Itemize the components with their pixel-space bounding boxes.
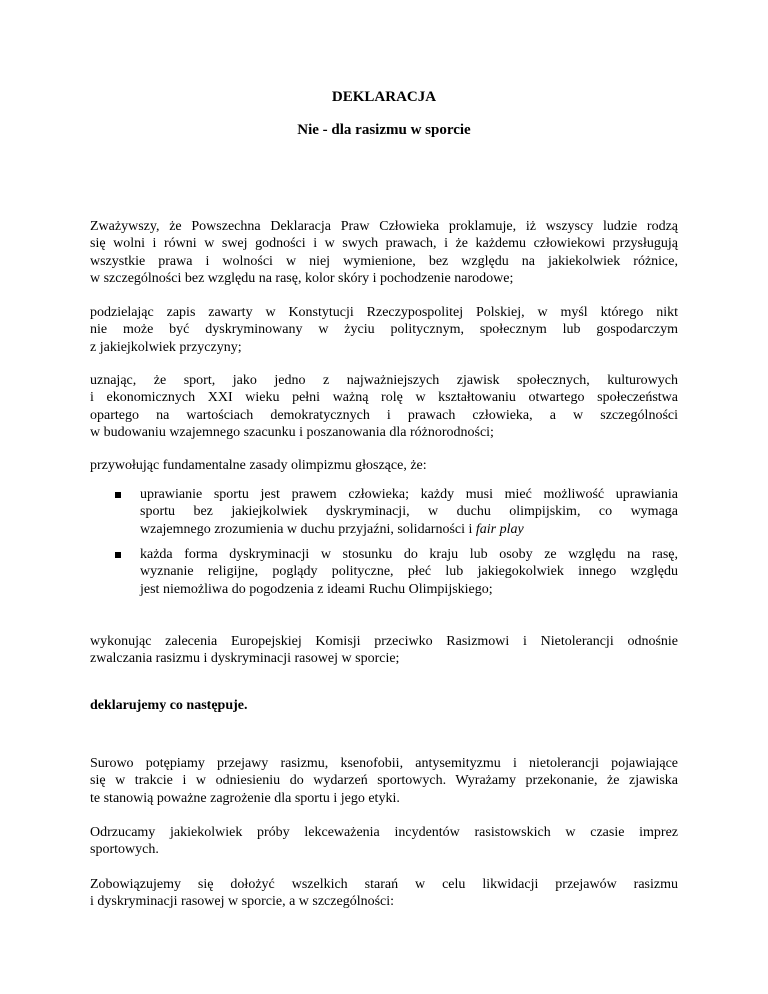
- paragraph-line: w szczególności bez względu na rasę, kolor skóry i pochodzenie narodowe;: [90, 270, 514, 286]
- paragraph-line: podzielając zapis zawarty w Konstytucji Rzeczypospolitej Polskiej, w myśl którego nikt: [90, 305, 678, 320]
- paragraph-2: [90, 304, 678, 356]
- bullet-line: uprawianie sportu jest prawem człowieka; każdy musi mieć możliwość uprawiania: [140, 487, 678, 502]
- bullet-line-last: [140, 521, 678, 538]
- bullet-square-icon: [115, 552, 121, 558]
- paragraph-8: [90, 824, 678, 859]
- paragraph-3: [90, 372, 678, 441]
- paragraph-line: te stanowią poważne zagrożenie dla sportu i jego etyki.: [90, 790, 400, 806]
- paragraph-line: Surowo potępiamy przejawy rasizmu, ksenofobii, antysemityzmu i nietolerancji pojawiające: [90, 756, 678, 771]
- document-title: DEKLARACJA: [331, 89, 437, 105]
- paragraph-line: w budowaniu wzajemnego szacunku i poszanowania dla różnorodności;: [90, 424, 494, 440]
- paragraph-line: uznając, że sport, jako jedno z najważniejszych zjawisk społecznych, kulturowych: [90, 373, 678, 388]
- paragraph-line: się w trakcie i w odniesieniu do wydarzeń sportowych. Wyrażamy przekonanie, że zjawiska: [90, 773, 678, 789]
- bullet-line: każda forma dyskryminacji w stosunku do kraju lub osoby ze względu na rasę,: [140, 547, 678, 562]
- bullet-square-icon: [115, 492, 121, 498]
- bullet-line: wyznanie religijne, poglądy polityczne, płeć lub jakiegokolwiek innego względu: [140, 564, 678, 580]
- paragraph-line: sportowych.: [90, 842, 159, 858]
- paragraph-line: nie może być dyskryminowany w życiu politycznym, społecznym lub gospodarczym: [90, 322, 678, 338]
- paragraph-line: z jakiejkolwiek przyczyny;: [90, 339, 242, 355]
- bullet-line: jest niemożliwa do pogodzenia z ideami Ruchu Olimpijskiego;: [140, 581, 493, 597]
- paragraph-line: się wolni i równi w swej godności i w swych prawach, i że każdemu człowiekowi przysługują: [90, 236, 678, 252]
- paragraph-line: wszystkie prawa i wolności w niej wymienione, bez względu na jakiekolwiek różnice,: [90, 253, 678, 269]
- paragraph-4: [90, 457, 678, 474]
- paragraph-9: [90, 876, 678, 911]
- bullet-line: sportu bez jakiejkolwiek dyskryminacji, w duchu olimpijskim, co wymaga: [140, 504, 678, 520]
- paragraph-line: zwalczania rasizmu i dyskryminacji rasowej w sporcie;: [90, 651, 400, 667]
- bullet-text: [140, 546, 678, 598]
- paragraph-line: deklarujemy co następuje.: [90, 698, 248, 713]
- paragraph-7: [90, 755, 678, 807]
- paragraph-line: i dyskryminacji rasowej w sporcie, a w szczególności:: [90, 894, 395, 910]
- paragraph-1: [90, 218, 678, 287]
- paragraph-line: Zobowiązujemy się dołożyć wszelkich starań w celu likwidacji przejawów rasizmu: [90, 877, 678, 892]
- paragraph-declaration: [90, 697, 678, 714]
- document-subtitle: Nie - dla rasizmu w sporcie: [297, 122, 471, 138]
- paragraph-line: Zważywszy, że Powszechna Deklaracja Praw Człowieka proklamuje, iż wszyscy ludzie rodzą: [90, 219, 678, 234]
- fair-play-italic: fair play: [475, 521, 524, 537]
- bullet-text: [140, 486, 678, 538]
- paragraph-5: [90, 633, 678, 668]
- paragraph-line: przywołując fundamentalne zasady olimpizmu głoszące, że:: [90, 458, 427, 473]
- paragraph-line: i ekonomicznych XXI wieku pełni ważną rolę w kształtowaniu otwartego społeczeństwa: [90, 390, 678, 406]
- paragraph-line: Odrzucamy jakiekolwiek próby lekceważenia incydentów rasistowskich w czasie imprez: [90, 825, 678, 840]
- bullet-line-text: wzajemnego zrozumienia w duchu przyjaźni, solidarności i: [140, 521, 476, 537]
- paragraph-line: opartego na wartościach demokratycznych i prawach człowieka, a w szczególności: [90, 407, 678, 423]
- paragraph-line: wykonując zalecenia Europejskiej Komisji przeciwko Rasizmowi i Nietolerancji odnośnie: [90, 634, 678, 649]
